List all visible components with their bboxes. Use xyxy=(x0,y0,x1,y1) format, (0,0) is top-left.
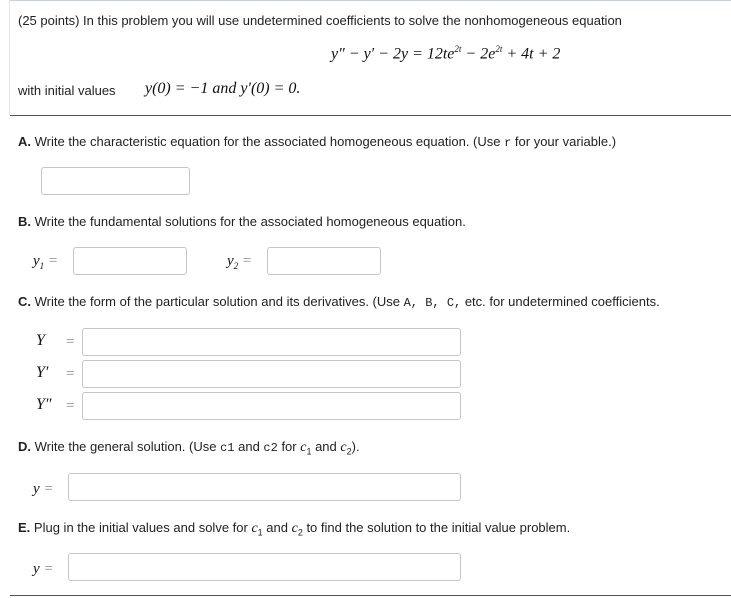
y1-input[interactable] xyxy=(73,247,187,275)
initial-values: y(0) = −1 and y′(0) = 0. xyxy=(145,80,301,97)
initial-values-label: with initial values xyxy=(18,83,116,98)
problem-intro: (25 points) In this problem you will use undetermined coefficients to solve the nonhomogeneous equation xyxy=(18,13,622,28)
part-e-prompt: E. Plug in the initial values and solve for $c_1$ and $c_2$ to find the solution to the initial value problem. xyxy=(18,520,571,538)
section-divider xyxy=(10,115,731,116)
y1-label: $y_1$ = xyxy=(33,253,59,271)
general-solution-input[interactable] xyxy=(68,473,461,501)
characteristic-equation-input[interactable] xyxy=(41,167,190,195)
part-d-prompt: D. Write the general solution. (Use c1 and c2 for $c_1$ and $c_2$). xyxy=(18,439,360,457)
particular-y-double-prime-label: Y″ xyxy=(36,396,52,413)
particular-y-input[interactable] xyxy=(82,328,461,356)
bottom-divider xyxy=(10,595,731,596)
part-b-prompt: B. Write the fundamental solutions for the associated homogeneous equation. xyxy=(18,214,466,229)
left-border xyxy=(9,0,10,115)
top-border xyxy=(10,0,731,1)
part-a-prompt: A. Write the characteristic equation for the associated homogeneous equation. (Use r for your variable.) xyxy=(18,134,617,150)
eq-sign: = xyxy=(66,398,75,414)
ivp-solution-label: y = xyxy=(33,561,54,577)
differential-equation: $y'' - y' - 2y = 12te^{2t} - 2e^{2t} + 4t + 2$ xyxy=(331,44,561,63)
particular-y-prime-input[interactable] xyxy=(82,360,461,388)
eq-sign: = xyxy=(66,334,75,350)
general-solution-label: y = xyxy=(33,481,54,497)
y2-label: $y_2$ = xyxy=(227,253,253,271)
eq-sign: = xyxy=(66,366,75,382)
part-c-prompt: C. Write the form of the particular solution and its derivatives. (Use A, B, C, etc. for undetermined coefficients. xyxy=(18,294,660,310)
particular-y-double-prime-input[interactable] xyxy=(82,392,461,420)
particular-y-prime-label: Y′ xyxy=(36,364,49,381)
y2-input[interactable] xyxy=(267,247,381,275)
ivp-solution-input[interactable] xyxy=(68,553,461,581)
particular-y-label: Y xyxy=(36,332,45,349)
